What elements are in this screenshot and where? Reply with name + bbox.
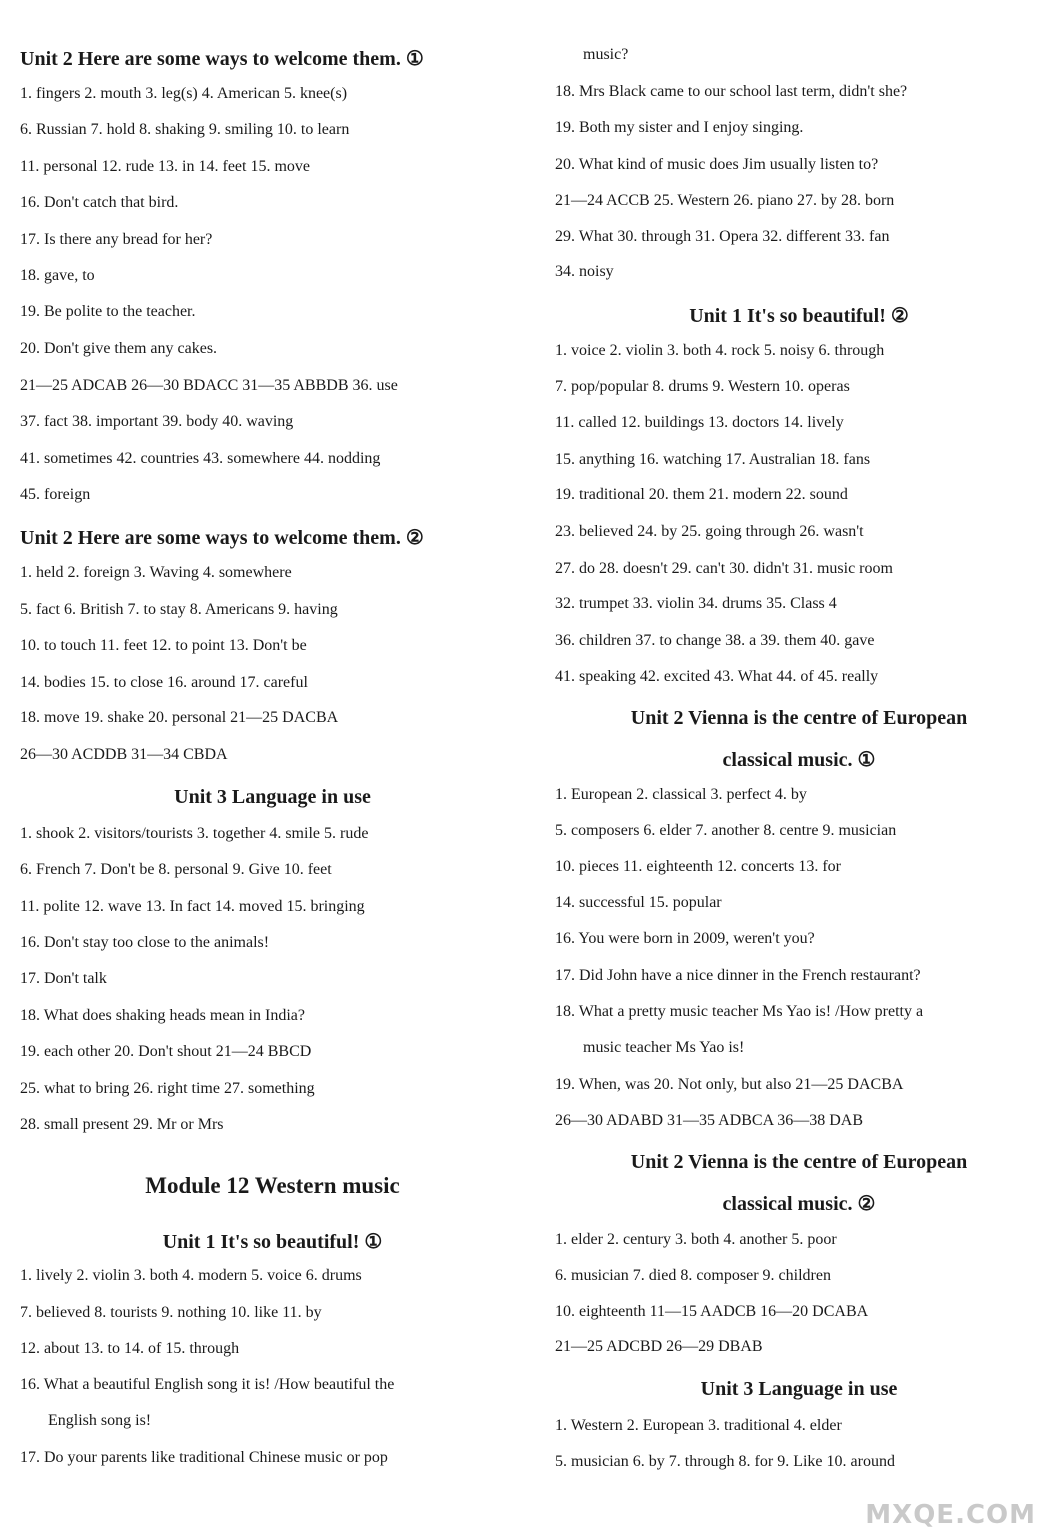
answer-line: 18. What a pretty music teacher Ms Yao is! /How pretty a bbox=[555, 1003, 924, 1020]
answer-line: 1. European 2. classical 3. perfect 4. by bbox=[555, 786, 807, 803]
answer-line: 18. What does shaking heads mean in India? bbox=[20, 1007, 305, 1024]
section-heading: Module 12 Western music bbox=[145, 1173, 400, 1198]
answer-line: 19. each other 20. Don't shout 21—24 BBCD bbox=[20, 1043, 312, 1060]
answer-line: 10. pieces 11. eighteenth 12. concerts 13. for bbox=[555, 858, 841, 875]
answer-line: 16. What a beautiful English song it is! /How beautiful the bbox=[20, 1376, 395, 1393]
section-heading: Unit 1 It's so beautiful! ① bbox=[162, 1231, 383, 1253]
answer-line: 1. voice 2. violin 3. both 4. rock 5. noisy 6. through bbox=[555, 342, 885, 359]
answer-line: 29. What 30. through 31. Opera 32. different 33. fan bbox=[555, 228, 890, 245]
answer-line: 16. You were born in 2009, weren't you? bbox=[555, 930, 815, 947]
answer-line: 1. held 2. foreign 3. Waving 4. somewhere bbox=[20, 564, 292, 581]
answer-line: 19. Be polite to the teacher. bbox=[20, 303, 196, 320]
answer-line: 18. move 19. shake 20. personal 21—25 DACBA bbox=[20, 709, 339, 726]
answer-line: 19. When, was 20. Not only, but also 21—25 DACBA bbox=[555, 1076, 904, 1093]
answer-line: 20. Don't give them any cakes. bbox=[20, 340, 218, 357]
answer-line: 5. fact 6. British 7. to stay 8. Americans 9. having bbox=[20, 601, 338, 618]
answer-line: 5. composers 6. elder 7. another 8. centre 9. musician bbox=[555, 822, 897, 839]
answer-line: 14. bodies 15. to close 16. around 17. careful bbox=[20, 674, 308, 691]
answer-line: 27. do 28. doesn't 29. can't 30. didn't 31. music room bbox=[555, 560, 893, 577]
answer-line: 11. called 12. buildings 13. doctors 14. lively bbox=[555, 414, 844, 431]
answer-line: 17. Do your parents like traditional Chinese music or pop bbox=[20, 1449, 388, 1466]
answer-line: 17. Is there any bread for her? bbox=[20, 231, 213, 248]
answer-line: 6. French 7. Don't be 8. personal 9. Give 10. feet bbox=[20, 861, 332, 878]
answer-line: 1. lively 2. violin 3. both 4. modern 5. voice 6. drums bbox=[20, 1267, 362, 1284]
answer-line: 11. polite 12. wave 13. In fact 14. moved 15. bringing bbox=[20, 898, 365, 915]
answer-line: 1. elder 2. century 3. both 4. another 5. poor bbox=[555, 1231, 837, 1248]
answer-line: music? bbox=[583, 46, 629, 63]
answer-line: 18. Mrs Black came to our school last term, didn't she? bbox=[555, 83, 908, 100]
answer-line: 10. eighteenth 11—15 AADCB 16—20 DCABA bbox=[555, 1303, 869, 1320]
answer-line: 36. children 37. to change 38. a 39. them 40. gave bbox=[555, 632, 875, 649]
answer-line: 28. small present 29. Mr or Mrs bbox=[20, 1116, 224, 1133]
answer-line: 45. foreign bbox=[20, 486, 91, 503]
answer-line: 5. musician 6. by 7. through 8. for 9. Like 10. around bbox=[555, 1453, 895, 1470]
section-heading: Unit 2 Vienna is the centre of European bbox=[630, 1151, 968, 1173]
answer-line: 10. to touch 11. feet 12. to point 13. Don't be bbox=[20, 637, 307, 654]
answer-line: 21—25 ADCBD 26—29 DBAB bbox=[555, 1338, 763, 1355]
section-heading: Unit 2 Vienna is the centre of European bbox=[630, 707, 968, 729]
answer-line: 19. Both my sister and I enjoy singing. bbox=[555, 119, 804, 136]
answer-line: 6. musician 7. died 8. composer 9. children bbox=[555, 1267, 831, 1284]
answer-line: 1. fingers 2. mouth 3. leg(s) 4. American 5. knee(s) bbox=[20, 85, 348, 102]
answer-line: 32. trumpet 33. violin 34. drums 35. Class 4 bbox=[555, 595, 837, 612]
section-heading: Unit 1 It's so beautiful! ② bbox=[689, 305, 909, 327]
answer-line: 25. what to bring 26. right time 27. something bbox=[20, 1080, 315, 1097]
section-heading: classical music. ① bbox=[722, 749, 876, 771]
answer-line: 21—24 ACCB 25. Western 26. piano 27. by 28. born bbox=[555, 192, 895, 209]
answer-line: 1. Western 2. European 3. traditional 4. elder bbox=[555, 1417, 842, 1434]
answer-line: 37. fact 38. important 39. body 40. waving bbox=[20, 413, 294, 430]
section-heading: Unit 2 Here are some ways to welcome them. ① bbox=[20, 48, 424, 70]
section-heading: Unit 3 Language in use bbox=[174, 786, 371, 808]
answer-line: 19. traditional 20. them 21. modern 22. sound bbox=[555, 486, 848, 503]
answer-line: music teacher Ms Yao is! bbox=[583, 1039, 745, 1056]
answer-line: 34. noisy bbox=[555, 263, 614, 280]
answer-line: 1. shook 2. visitors/tourists 3. together 4. smile 5. rude bbox=[20, 825, 369, 842]
watermark-logo: MXQE.COM bbox=[865, 1500, 1036, 1530]
answer-line: 41. speaking 42. excited 43. What 44. of 45. really bbox=[555, 668, 879, 685]
answer-line: 14. successful 15. popular bbox=[555, 894, 722, 911]
answer-line: 26—30 ACDDB 31—34 CBDA bbox=[20, 746, 228, 763]
answer-line: English song is! bbox=[48, 1412, 152, 1429]
answer-line: 16. Don't stay too close to the animals! bbox=[20, 934, 270, 951]
answer-line: 18. gave, to bbox=[20, 267, 95, 284]
answer-line: 7. believed 8. tourists 9. nothing 10. like 11. by bbox=[20, 1304, 322, 1321]
answer-line: 6. Russian 7. hold 8. shaking 9. smiling 10. to learn bbox=[20, 121, 350, 138]
answer-line: 41. sometimes 42. countries 43. somewhere 44. nodding bbox=[20, 450, 381, 467]
section-heading: Unit 2 Here are some ways to welcome them. ② bbox=[20, 527, 424, 549]
answer-line: 21—25 ADCAB 26—30 BDACC 31—35 ABBDB 36. use bbox=[20, 377, 398, 394]
answer-line: 26—30 ADABD 31—35 ADBCA 36—38 DAB bbox=[555, 1112, 864, 1129]
answer-line: 17. Did John have a nice dinner in the French restaurant? bbox=[555, 967, 921, 984]
answer-line: 16. Don't catch that bird. bbox=[20, 194, 179, 211]
answer-line: 23. believed 24. by 25. going through 26. wasn't bbox=[555, 523, 864, 540]
section-heading: classical music. ② bbox=[722, 1193, 876, 1215]
section-heading: Unit 3 Language in use bbox=[700, 1378, 898, 1400]
answer-line: 20. What kind of music does Jim usually listen to? bbox=[555, 156, 879, 173]
answer-line: 11. personal 12. rude 13. in 14. feet 15. move bbox=[20, 158, 311, 175]
answer-line: 7. pop/popular 8. drums 9. Western 10. operas bbox=[555, 378, 850, 395]
answer-line: 17. Don't talk bbox=[20, 970, 107, 987]
answer-line: 12. about 13. to 14. of 15. through bbox=[20, 1340, 240, 1357]
answer-line: 15. anything 16. watching 17. Australian 18. fans bbox=[555, 451, 871, 468]
